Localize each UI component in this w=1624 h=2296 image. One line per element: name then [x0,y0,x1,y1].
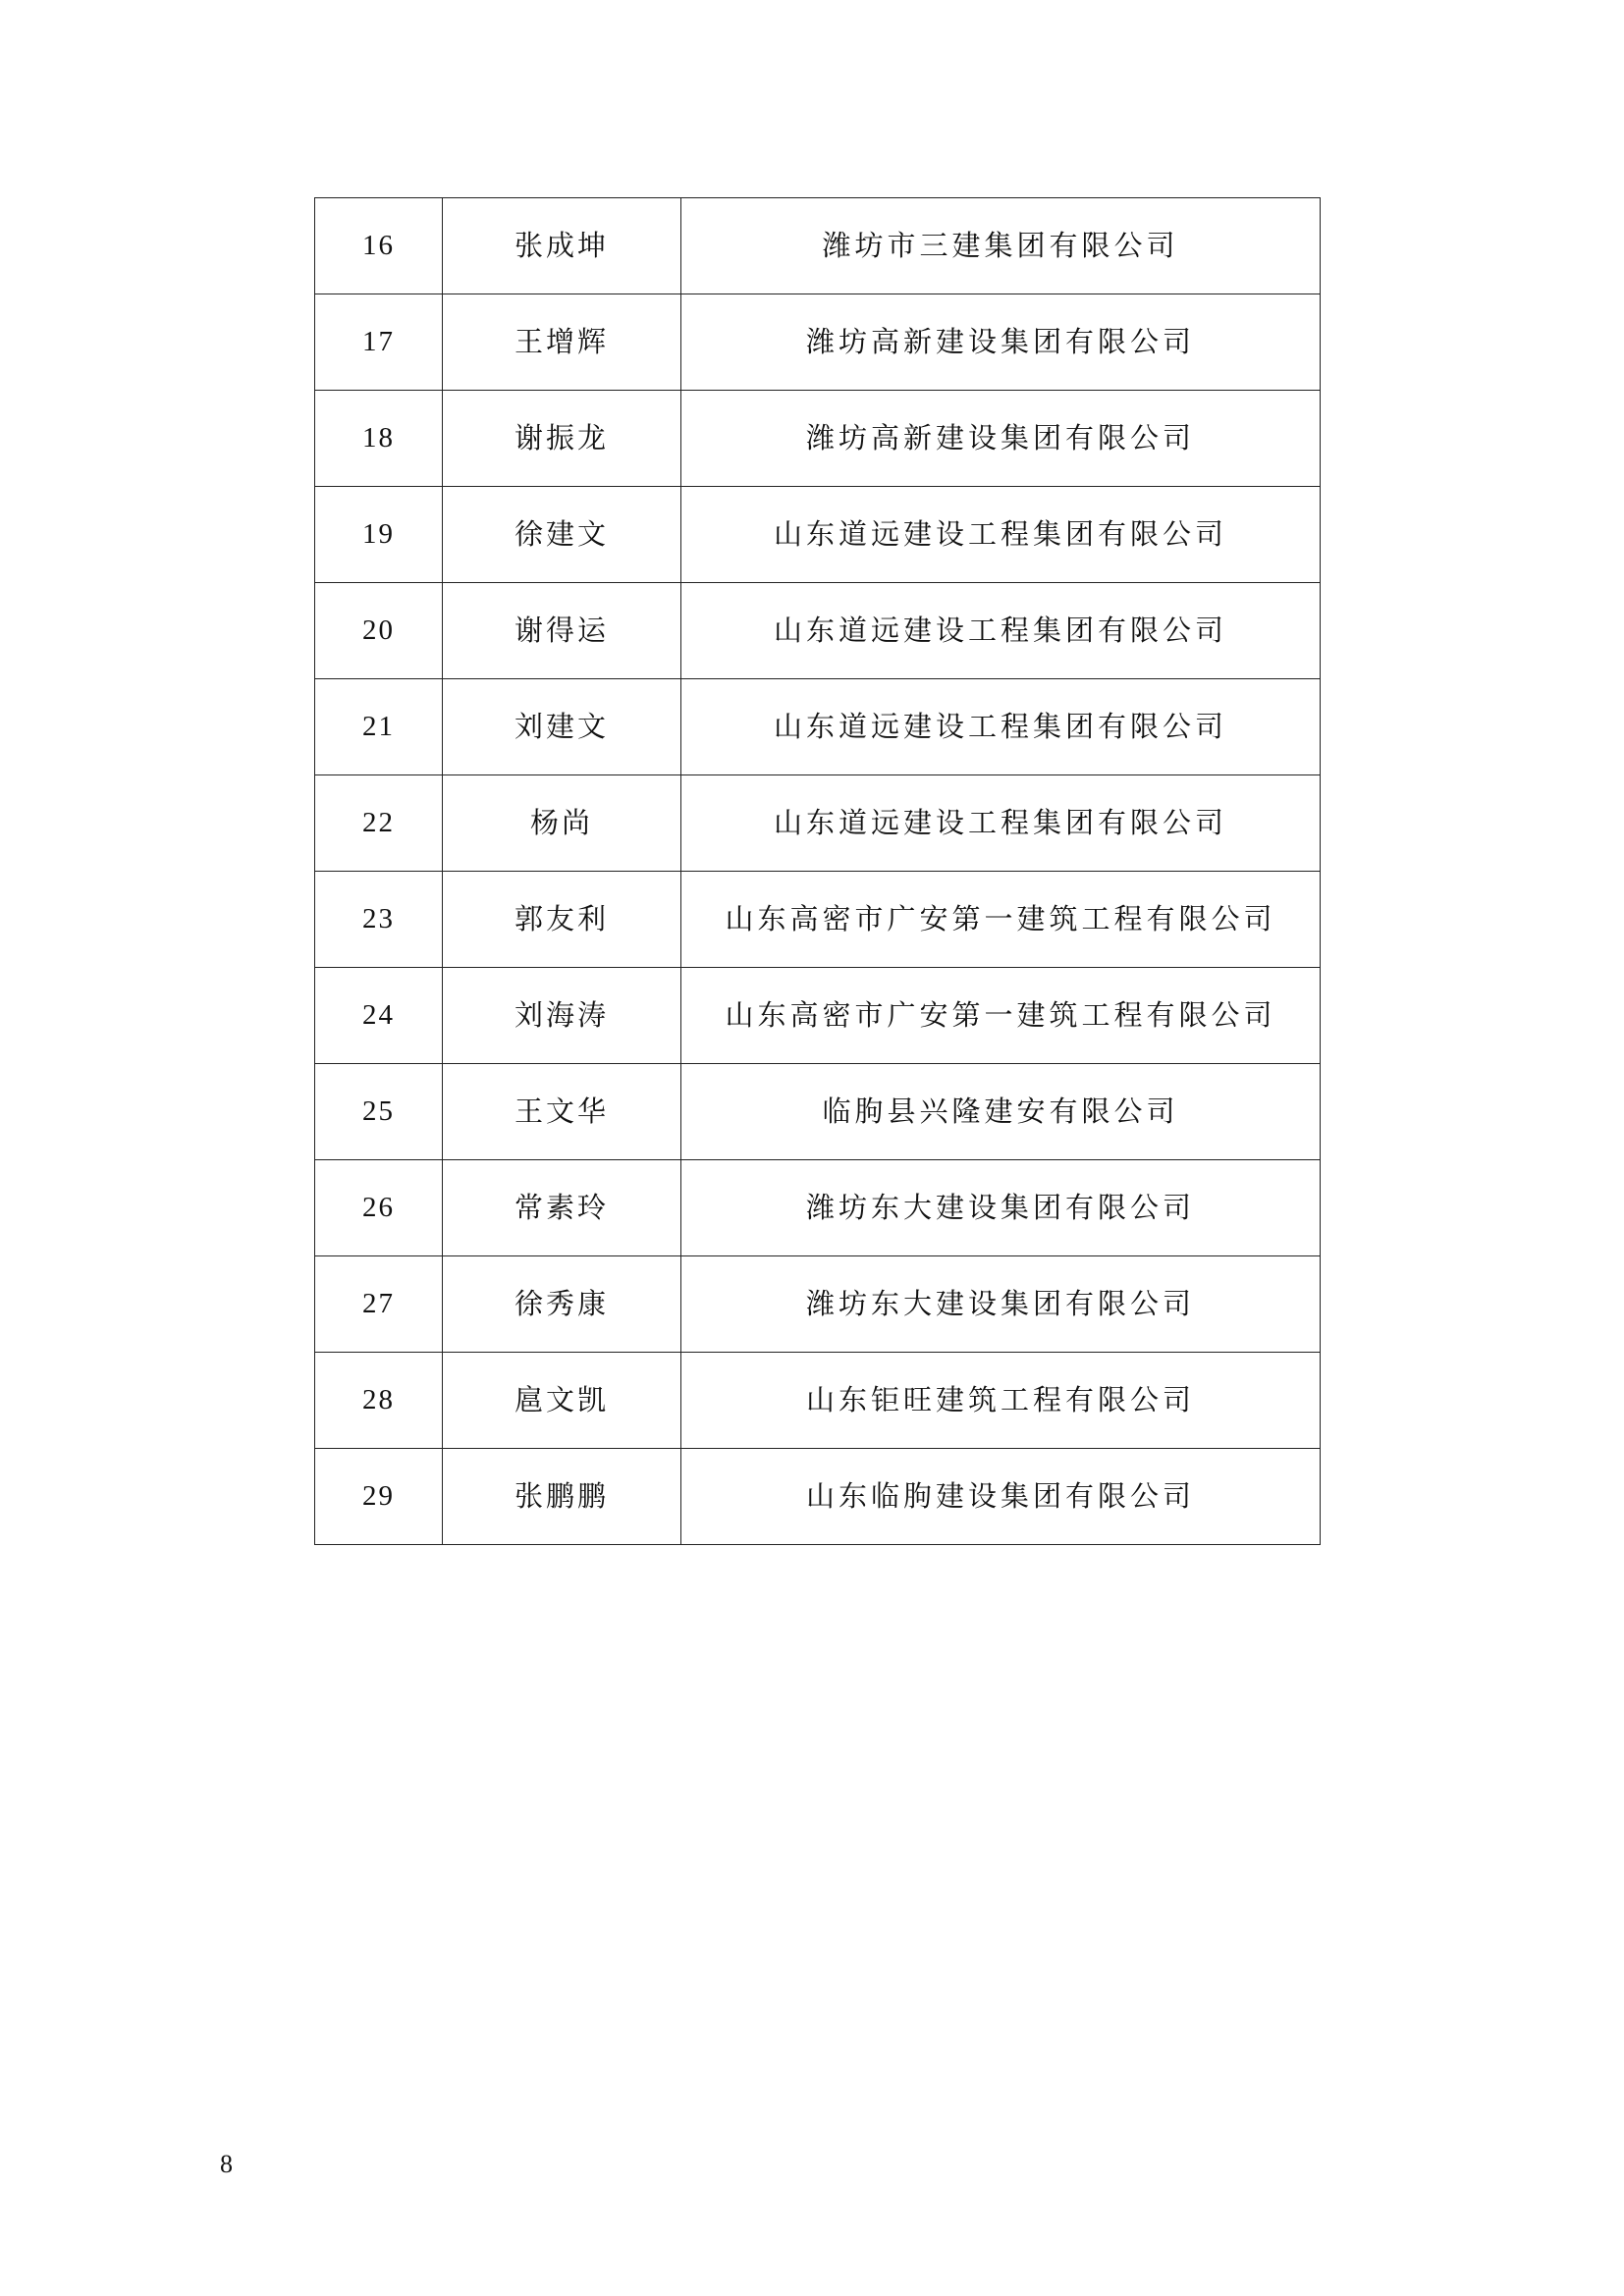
table-row [315,198,1321,294]
table-row [315,1256,1321,1353]
row-number: 19 [315,487,443,583]
row-number: 26 [315,1160,443,1256]
row-number: 29 [315,1449,443,1545]
table-row [315,1449,1321,1545]
person-name: 杨尚 [443,775,681,872]
table-row [315,1064,1321,1160]
row-number: 21 [315,679,443,775]
person-name: 谢振龙 [443,391,681,487]
person-name: 郭友利 [443,872,681,968]
person-name: 谢得运 [443,583,681,679]
table-row [315,1353,1321,1449]
table-row [315,294,1321,391]
person-name: 张鹏鹏 [443,1449,681,1545]
roster-table-body [315,198,1321,1545]
roster-table [314,197,1321,1545]
row-number: 27 [315,1256,443,1353]
company-name: 山东临朐建设集团有限公司 [681,1449,1321,1545]
company-name: 潍坊高新建设集团有限公司 [681,391,1321,487]
table-row [315,775,1321,872]
row-number: 20 [315,583,443,679]
table-row [315,679,1321,775]
row-number: 24 [315,968,443,1064]
company-name: 山东道远建设工程集团有限公司 [681,679,1321,775]
page-number: 8 [220,2150,233,2178]
company-name: 山东钜旺建筑工程有限公司 [681,1353,1321,1449]
row-number: 28 [315,1353,443,1449]
row-number: 23 [315,872,443,968]
company-name: 山东道远建设工程集团有限公司 [681,487,1321,583]
row-number: 16 [315,198,443,294]
person-name: 刘建文 [443,679,681,775]
table-row [315,968,1321,1064]
company-name: 潍坊东大建设集团有限公司 [681,1256,1321,1353]
row-number: 25 [315,1064,443,1160]
person-name: 王增辉 [443,294,681,391]
company-name: 山东高密市广安第一建筑工程有限公司 [681,872,1321,968]
company-name: 潍坊市三建集团有限公司 [681,198,1321,294]
company-name: 山东道远建设工程集团有限公司 [681,583,1321,679]
company-name: 山东道远建设工程集团有限公司 [681,775,1321,872]
table-row [315,872,1321,968]
row-number: 18 [315,391,443,487]
company-name: 潍坊东大建设集团有限公司 [681,1160,1321,1256]
person-name: 王文华 [443,1064,681,1160]
row-number: 17 [315,294,443,391]
company-name: 山东高密市广安第一建筑工程有限公司 [681,968,1321,1064]
company-name: 临朐县兴隆建安有限公司 [681,1064,1321,1160]
person-name: 徐建文 [443,487,681,583]
table-row [315,487,1321,583]
row-number: 22 [315,775,443,872]
table-row [315,583,1321,679]
person-name: 张成坤 [443,198,681,294]
company-name: 潍坊高新建设集团有限公司 [681,294,1321,391]
person-name: 扈文凯 [443,1353,681,1449]
person-name: 刘海涛 [443,968,681,1064]
person-name: 徐秀康 [443,1256,681,1353]
table-row [315,1160,1321,1256]
person-name: 常素玲 [443,1160,681,1256]
table-row [315,391,1321,487]
